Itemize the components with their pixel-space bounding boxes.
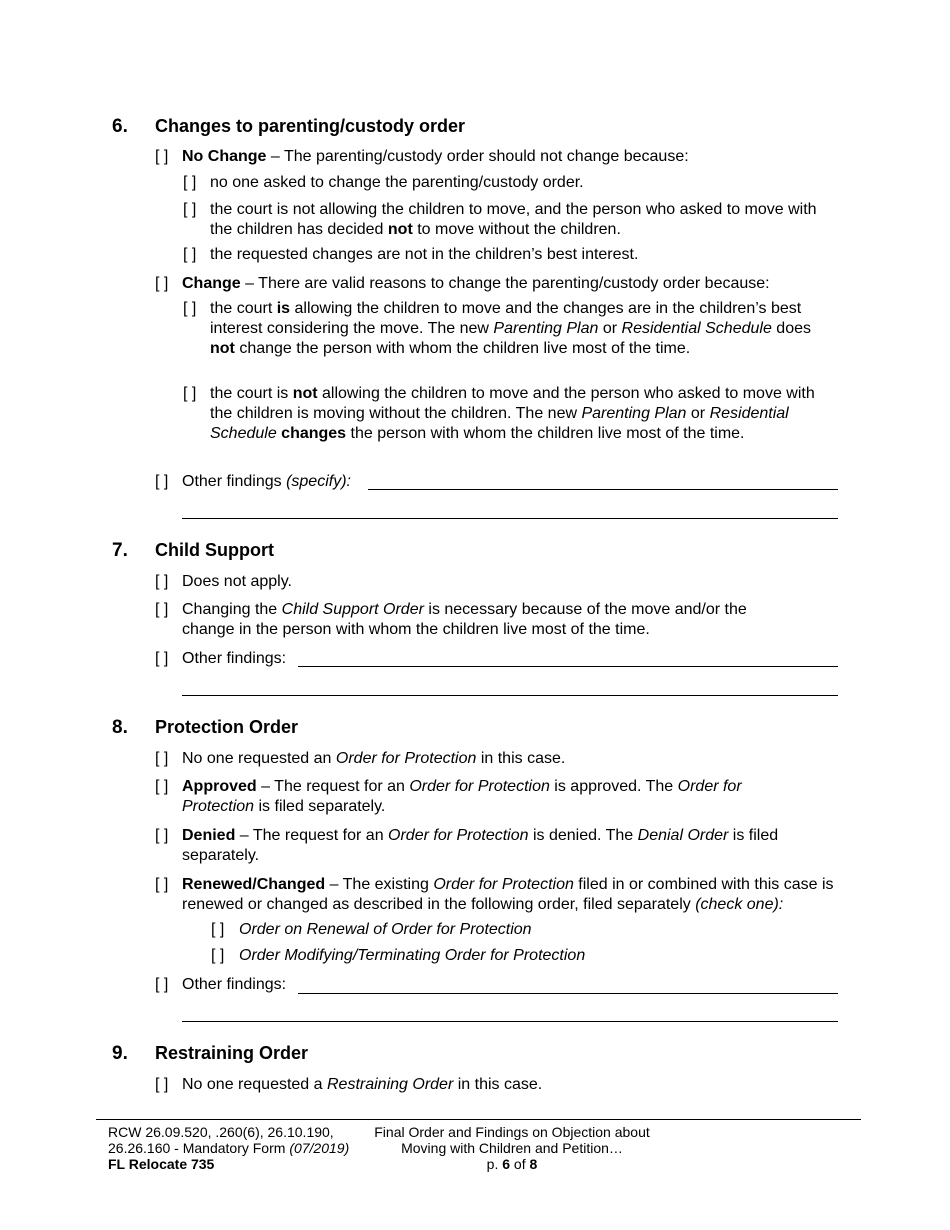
s8-other-checkbox[interactable]: [ ]: [155, 976, 169, 993]
s7-a-text: Does not apply.: [182, 573, 292, 590]
s8-b-checkbox[interactable]: [ ]: [155, 778, 169, 795]
footer-form-title-2: Moving with Children and Petition…: [401, 1140, 623, 1156]
s8-d1-text: Order on Renewal of Order for Protection: [239, 921, 532, 938]
s8-d2-checkbox[interactable]: [ ]: [211, 947, 225, 964]
s9-a-checkbox[interactable]: [ ]: [155, 1076, 169, 1093]
s6-nc-c-checkbox[interactable]: [ ]: [183, 246, 197, 263]
footer-form-id: FL Relocate 735: [108, 1156, 215, 1172]
s6-nc-b-checkbox[interactable]: [ ]: [183, 201, 197, 218]
s6-ch-a-checkbox[interactable]: [ ]: [183, 300, 197, 317]
section-8-number: 8.: [112, 717, 128, 738]
s6-ch-b-checkbox[interactable]: [ ]: [183, 385, 197, 402]
footer-statute-line-1: RCW 26.09.520, .260(6), 26.10.190,: [108, 1124, 334, 1140]
s8-c-checkbox[interactable]: [ ]: [155, 827, 169, 844]
s6-other-input-line-1[interactable]: [368, 489, 838, 490]
s9-a-text: No one requested a Restraining Order in this case.: [182, 1076, 543, 1093]
section-7-number: 7.: [112, 540, 128, 561]
section-9-title: Restraining Order: [155, 1043, 309, 1063]
s6-ch-a-text: the court is allowing the children to move and the changes are in the children’s best interest considering the move. The new Parenting Plan or Residential Schedule does not change the person with whom the children live most of the time.: [210, 300, 811, 357]
s8-other-input-line-1[interactable]: [298, 993, 838, 994]
footer-center: [362, 1124, 662, 1172]
s8-c-text: Denied – The request for an Order for Protection is denied. The Denial Order is filed separately.: [182, 827, 779, 864]
s8-d1-checkbox[interactable]: [ ]: [211, 921, 225, 938]
s8-d-text: Renewed/Changed – The existing Order for Protection filed in or combined with this case is renewed or changed as described in the following order, filed separately (check one):: [182, 876, 834, 913]
s7-b-checkbox[interactable]: [ ]: [155, 601, 169, 618]
s7-other-input-line-2[interactable]: [182, 695, 838, 696]
s7-a-checkbox[interactable]: [ ]: [155, 573, 169, 590]
section-9-number: 9.: [112, 1043, 128, 1064]
s6-nc-b-text: the court is not allowing the children to move, and the person who asked to move with the children has decided not to move without the children.: [210, 201, 817, 238]
s6-no-change-text: No Change – The parenting/custody order should not change because:: [182, 148, 689, 165]
footer-left: [108, 1124, 368, 1172]
s7-other-label: Other findings:: [182, 650, 287, 667]
footer-form-title-1: Final Order and Findings on Objection about: [374, 1124, 650, 1140]
s6-nc-a-text: no one asked to change the parenting/custody order.: [210, 174, 584, 191]
s6-other-input-line-2[interactable]: [182, 518, 838, 519]
s6-nc-a-checkbox[interactable]: [ ]: [183, 174, 197, 191]
s7-other-checkbox[interactable]: [ ]: [155, 650, 169, 667]
s8-other-input-line-2[interactable]: [182, 1021, 838, 1022]
s8-b-text: Approved – The request for an Order for Protection is approved. The Order for Protection is filed separately.: [182, 778, 742, 815]
section-7-title: Child Support: [155, 540, 274, 560]
s8-d2-text: Order Modifying/Terminating Order for Protection: [239, 947, 586, 964]
s6-nc-c-text: the requested changes are not in the children’s best interest.: [210, 246, 639, 263]
s7-other-input-line-1[interactable]: [298, 666, 838, 667]
s6-change-text: Change – There are valid reasons to change the parenting/custody order because:: [182, 275, 770, 292]
s8-a-checkbox[interactable]: [ ]: [155, 750, 169, 767]
s8-a-text: No one requested an Order for Protection in this case.: [182, 750, 566, 767]
s8-other-label: Other findings:: [182, 976, 287, 993]
section-6-number: 6.: [112, 116, 128, 137]
s6-ch-b-text: the court is not allowing the children to move and the person who asked to move with the children is moving without the children. The new Parenting Plan or Residential Schedule changes the person with whom the children live most of the time.: [210, 385, 815, 442]
s6-change-checkbox[interactable]: [ ]: [155, 275, 169, 292]
footer-page-number: p. 6 of 8: [486, 1156, 538, 1172]
s6-other-label: Other findings (specify):: [182, 473, 351, 490]
s8-d-checkbox[interactable]: [ ]: [155, 876, 169, 893]
footer-rule: [96, 1119, 861, 1120]
section-8-title: Protection Order: [155, 717, 299, 737]
footer-statute-line-2: 26.26.160 - Mandatory Form (07/2019): [108, 1140, 350, 1156]
section-6-title: Changes to parenting/custody order: [155, 116, 466, 136]
s6-no-change-checkbox[interactable]: [ ]: [155, 148, 169, 165]
s7-b-text: Changing the Child Support Order is necessary because of the move and/or the change in the person with whom the children live most of the time.: [182, 601, 747, 638]
s6-other-checkbox[interactable]: [ ]: [155, 473, 169, 490]
